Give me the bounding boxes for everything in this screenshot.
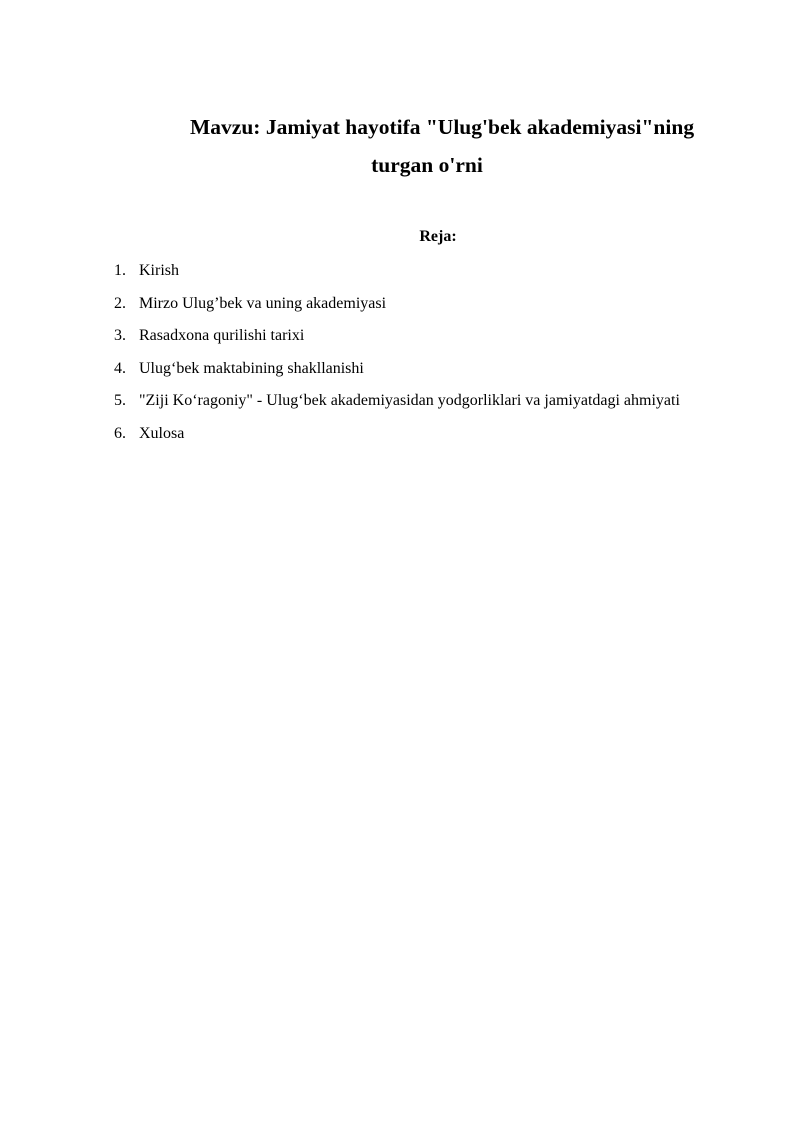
plan-item-5 (112, 385, 742, 418)
plan-list (112, 255, 742, 450)
plan-item-text: Kirish (139, 262, 179, 279)
plan-item-text: Mirzo Ulug’bek va uning akademiyasi (139, 294, 387, 312)
plan-item-number: 3. (114, 327, 126, 344)
plan-item-number: 2. (114, 294, 126, 312)
plan-item-3 (112, 320, 742, 353)
plan-item-number: 4. (114, 359, 126, 377)
plan-item-number: 6. (114, 424, 126, 442)
plan-item-1 (112, 255, 742, 288)
plan-item-text: "Ziji Ko‘ragoniy" - Ulug‘bek akademiyasidan yodgorliklari va jamiyatdagi ahmiyati (139, 392, 680, 409)
plan-item-4 (112, 353, 742, 386)
title-line-1: Mavzu: Jamiyat hayotifa "Ulug'bek akademiyasi"ning (190, 115, 695, 139)
plan-item-6 (112, 418, 742, 451)
plan-item-number: 1. (114, 262, 126, 279)
plan-item-text: Xulosa (139, 424, 185, 442)
plan-item-number: 5. (114, 392, 126, 409)
title-line-2: turgan o'rni (371, 153, 483, 177)
plan-item-2 (112, 288, 742, 321)
plan-heading: Reja: (419, 228, 457, 245)
plan-item-text: Rasadxona qurilishi tarixi (139, 327, 305, 344)
document-title (112, 108, 742, 184)
plan-item-text: Ulug‘bek maktabining shakllanishi (139, 359, 364, 377)
